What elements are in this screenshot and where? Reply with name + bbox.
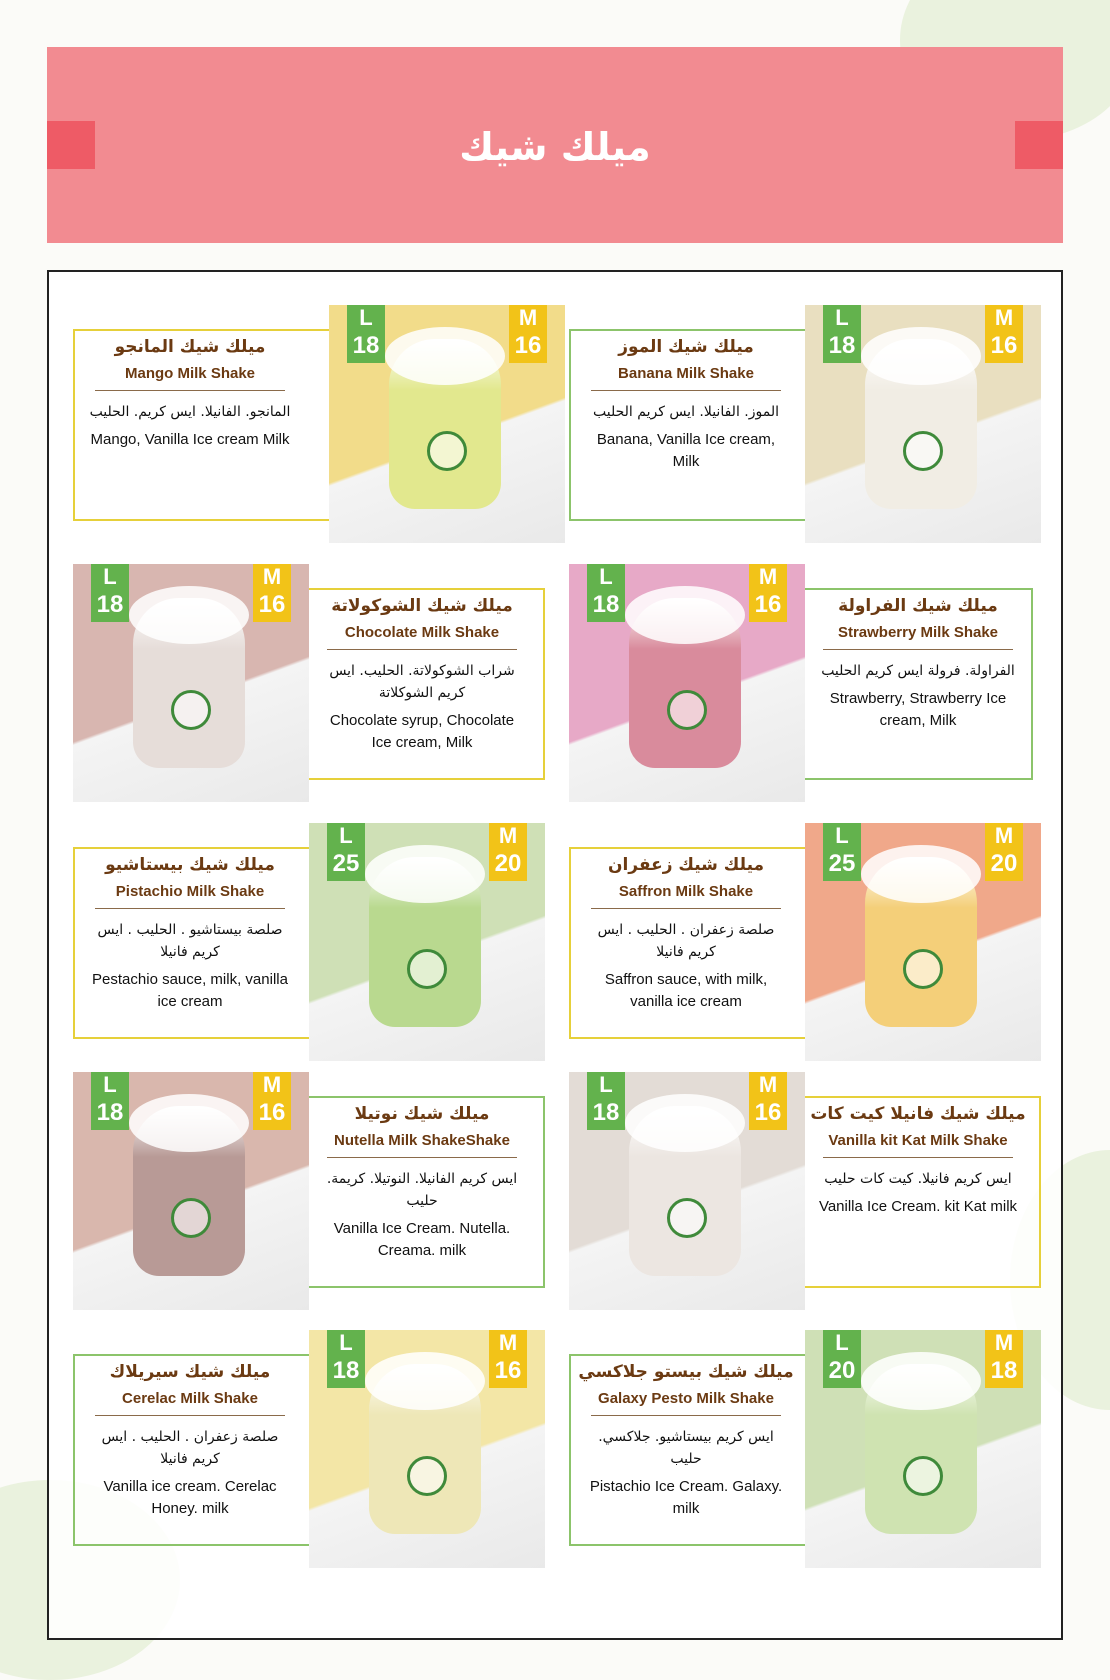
item-text bbox=[805, 588, 1031, 780]
item-name-ar: ميلك شيك فانيلا كيت كات bbox=[810, 1104, 1026, 1124]
divider bbox=[95, 1415, 285, 1416]
price-large: 18 bbox=[332, 1357, 360, 1384]
menu-item[interactable] bbox=[569, 1072, 1032, 1310]
item-text bbox=[77, 847, 303, 1039]
item-photo bbox=[309, 823, 545, 1061]
item-photo bbox=[329, 305, 565, 543]
size-badge-medium: M 20 bbox=[985, 823, 1023, 881]
item-name-en: Saffron Milk Shake bbox=[618, 883, 754, 900]
item-name-en: Chocolate Milk Shake bbox=[344, 624, 500, 641]
item-photo bbox=[805, 305, 1041, 543]
item-ingredients-en: Strawberry, Strawberry Ice cream, Milk bbox=[829, 690, 1007, 729]
item-name-en: Cerelac Milk Shake bbox=[122, 1390, 258, 1407]
item-name-ar: ميلك شيك المانجو bbox=[114, 337, 266, 357]
item-photo bbox=[805, 823, 1041, 1061]
item-ingredients-ar: الموز. الفانيلا. ايس كريم الحليب bbox=[593, 404, 779, 420]
item-text bbox=[77, 329, 303, 521]
item-ingredients-ar: صلصة زعفران . الحليب . ايس كريم فانيلا bbox=[597, 922, 775, 960]
cup-image bbox=[369, 1364, 481, 1534]
price-medium: 20 bbox=[494, 850, 522, 877]
item-ingredients-en: Vanilla Ice Cream. Nutella. Creama. milk bbox=[333, 1220, 511, 1259]
size-badge-large: L 25 bbox=[823, 823, 861, 881]
price-medium: 16 bbox=[990, 332, 1018, 359]
cup-image bbox=[865, 857, 977, 1027]
item-photo bbox=[805, 1330, 1041, 1568]
item-ingredients-en: Vanilla Ice Cream. kit Kat milk bbox=[818, 1198, 1018, 1215]
divider bbox=[327, 649, 517, 650]
price-large: 25 bbox=[828, 850, 856, 877]
price-medium: 16 bbox=[754, 591, 782, 618]
divider bbox=[327, 1157, 517, 1158]
price-medium: 20 bbox=[990, 850, 1018, 877]
item-photo bbox=[569, 1072, 805, 1310]
menu-item[interactable] bbox=[73, 823, 536, 1061]
item-ingredients-ar: ايس كريم بيستاشيو. جلاكسي. حليب bbox=[598, 1429, 774, 1467]
menu-item[interactable] bbox=[569, 1330, 1032, 1568]
divider bbox=[591, 390, 781, 391]
item-ingredients-en: Banana, Vanilla Ice cream, Milk bbox=[596, 431, 776, 470]
price-large: 18 bbox=[96, 591, 124, 618]
cup-image bbox=[369, 857, 481, 1027]
price-medium: 18 bbox=[990, 1357, 1018, 1384]
item-text bbox=[309, 588, 535, 780]
price-medium: 16 bbox=[514, 332, 542, 359]
item-name-ar: ميلك شيك زعفران bbox=[607, 855, 765, 875]
item-name-en: Mango Milk Shake bbox=[124, 365, 256, 382]
price-medium: 16 bbox=[494, 1357, 522, 1384]
size-badge-large: L 18 bbox=[347, 305, 385, 363]
item-ingredients-en: Pestachio sauce, milk, vanilla ice cream bbox=[92, 971, 288, 1010]
menu-item[interactable] bbox=[569, 823, 1032, 1061]
item-name-en: Vanilla kit Kat Milk Shake bbox=[828, 1132, 1008, 1149]
page-header bbox=[47, 47, 1063, 243]
menu-item[interactable] bbox=[73, 564, 536, 802]
size-badge-large: L 20 bbox=[823, 1330, 861, 1388]
item-text bbox=[573, 847, 799, 1039]
size-badge-large: L 18 bbox=[823, 305, 861, 363]
divider bbox=[823, 649, 1013, 650]
divider bbox=[95, 390, 285, 391]
price-large: 18 bbox=[352, 332, 380, 359]
size-badge-medium: M 16 bbox=[749, 564, 787, 622]
price-medium: 16 bbox=[258, 591, 286, 618]
item-text bbox=[573, 329, 799, 521]
item-photo bbox=[309, 1330, 545, 1568]
size-badge-medium: M 16 bbox=[509, 305, 547, 363]
item-name-en: Strawberry Milk Shake bbox=[837, 624, 999, 641]
price-medium: 16 bbox=[754, 1099, 782, 1126]
page-title: ميلك شيك bbox=[459, 125, 651, 169]
item-text bbox=[573, 1354, 799, 1546]
item-ingredients-ar: ايس كريم فانيلا. كيت كات حليب bbox=[824, 1171, 1012, 1187]
size-badge-medium: M 20 bbox=[489, 823, 527, 881]
item-name-ar: ميلك شيك الشوكولاتة bbox=[331, 596, 513, 616]
divider bbox=[591, 908, 781, 909]
cup-image bbox=[629, 1106, 741, 1276]
item-name-en: Pistachio Milk Shake bbox=[115, 883, 265, 900]
size-badge-medium: M 16 bbox=[985, 305, 1023, 363]
size-badge-medium: M 18 bbox=[985, 1330, 1023, 1388]
menu-item[interactable] bbox=[73, 1330, 536, 1568]
item-name-en: Banana Milk Shake bbox=[618, 365, 754, 382]
menu-item[interactable] bbox=[569, 305, 1032, 543]
item-name-en: Nutella Milk ShakeShake bbox=[334, 1132, 510, 1149]
item-ingredients-en: Chocolate syrup, Chocolate Ice cream, Milk bbox=[329, 712, 515, 751]
cup-image bbox=[865, 1364, 977, 1534]
menu-item[interactable] bbox=[569, 564, 1032, 802]
price-large: 20 bbox=[828, 1357, 856, 1384]
size-badge-large: L 18 bbox=[587, 1072, 625, 1130]
cup-image bbox=[629, 598, 741, 768]
item-ingredients-ar: شراب الشوكولاتة. الحليب. ايس كريم الشوكلاتة bbox=[329, 663, 515, 701]
item-ingredients-ar: ايس كريم الفانيلا. النوتيلا. كريمة. حليب bbox=[326, 1171, 518, 1209]
item-photo bbox=[73, 1072, 309, 1310]
size-badge-large: L 18 bbox=[327, 1330, 365, 1388]
item-name-ar: ميلك شيك بيستو جلاكسي bbox=[578, 1362, 794, 1382]
item-name-ar: ميلك شيك سيريلاك bbox=[109, 1362, 271, 1382]
divider bbox=[591, 1415, 781, 1416]
cup-image bbox=[865, 339, 977, 509]
menu-frame bbox=[47, 270, 1063, 1640]
divider bbox=[823, 1157, 1013, 1158]
cup-image bbox=[133, 1106, 245, 1276]
size-badge-large: L 18 bbox=[587, 564, 625, 622]
size-badge-medium: M 16 bbox=[253, 1072, 291, 1130]
item-ingredients-ar: المانجو. الفانيلا. ايس كريم. الحليب bbox=[89, 404, 291, 420]
item-ingredients-ar: الفراولة. فرولة ايس كريم الحليب bbox=[821, 663, 1015, 679]
size-badge-large: L 25 bbox=[327, 823, 365, 881]
menu-item[interactable] bbox=[73, 305, 542, 543]
price-large: 18 bbox=[592, 591, 620, 618]
cup-image bbox=[133, 598, 245, 768]
item-ingredients-ar: صلصة زعفران . الحليب . ايس كريم فانيلا bbox=[101, 1429, 279, 1467]
item-ingredients-en: Pistachio Ice Cream. Galaxy. milk bbox=[589, 1478, 783, 1517]
size-badge-medium: M 16 bbox=[749, 1072, 787, 1130]
item-ingredients-en: Mango, Vanilla Ice cream Milk bbox=[90, 431, 290, 448]
item-ingredients-en: Saffron sauce, with milk, vanilla ice cream bbox=[604, 971, 768, 1010]
item-name-ar: ميلك شيك الفراولة bbox=[838, 596, 998, 616]
item-ingredients-ar: صلصة بيستاشيو . الحليب . ايس كريم فانيلا bbox=[97, 922, 283, 960]
item-name-en: Galaxy Pesto Milk Shake bbox=[598, 1390, 774, 1407]
item-text bbox=[309, 1096, 535, 1288]
item-text bbox=[77, 1354, 303, 1546]
size-badge-medium: M 16 bbox=[489, 1330, 527, 1388]
price-large: 18 bbox=[828, 332, 856, 359]
cup-image bbox=[389, 339, 501, 509]
item-text bbox=[805, 1096, 1031, 1288]
item-photo bbox=[569, 564, 805, 802]
item-name-ar: ميلك شيك الموز bbox=[618, 337, 754, 357]
size-badge-large: L 18 bbox=[91, 1072, 129, 1130]
price-large: 18 bbox=[96, 1099, 124, 1126]
item-name-ar: ميلك شيك نوتيلا bbox=[354, 1104, 490, 1124]
menu-item[interactable] bbox=[73, 1072, 536, 1310]
price-medium: 16 bbox=[258, 1099, 286, 1126]
item-photo bbox=[73, 564, 309, 802]
price-large: 18 bbox=[592, 1099, 620, 1126]
price-large: 25 bbox=[332, 850, 360, 877]
size-badge-medium: M 16 bbox=[253, 564, 291, 622]
divider bbox=[95, 908, 285, 909]
item-name-ar: ميلك شيك بيستاشيو bbox=[105, 855, 275, 875]
size-badge-large: L 18 bbox=[91, 564, 129, 622]
item-ingredients-en: Vanilla ice cream. Cerelac Honey. milk bbox=[103, 1478, 277, 1517]
